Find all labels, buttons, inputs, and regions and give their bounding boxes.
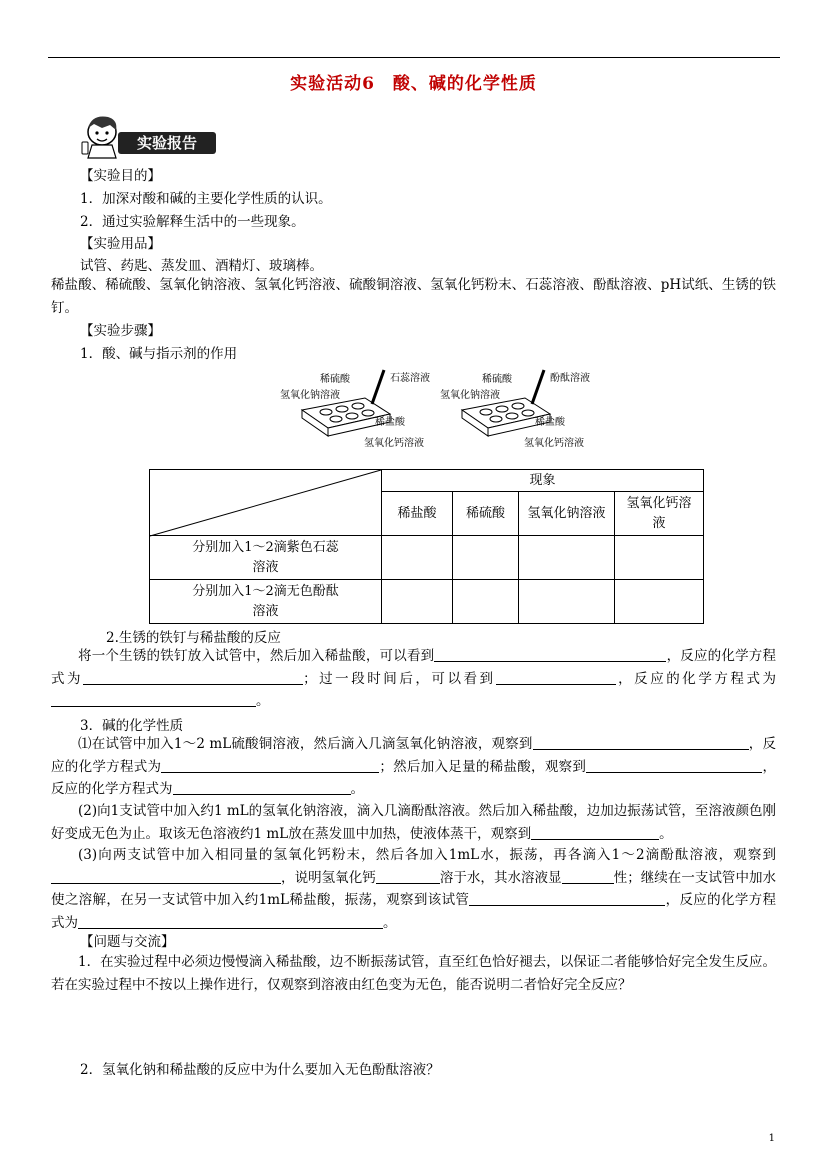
materials-heading: 【实验用品】	[80, 236, 161, 252]
svg-text:稀盐酸: 稀盐酸	[375, 417, 405, 428]
table-cell	[453, 536, 519, 580]
svg-text:稀硫酸: 稀硫酸	[320, 374, 350, 385]
discussion-heading: 【问题与交流】	[80, 934, 175, 950]
table-cell	[615, 580, 704, 624]
discussion-question-1: 1．在实验过程中必须边慢慢滴入稀盐酸，边不断振荡试管，直至红色恰好褪去，以保证二者能够恰好完全发生反应。若在实验过程中不按以上操作进行，仅观察到溶液由红色变为无色，能否说明二者恰好完全反应？	[51, 954, 776, 993]
table-row	[150, 580, 704, 624]
answer-blank[interactable]	[469, 891, 665, 906]
step-3-part-2: (2)向1支试管中加入约1 mL的氢氧化钠溶液，滴入几滴酚酞溶液。然后加入稀盐酸，边加边振荡试管，至溶液颜色刚好变成无色为止。取该无色溶液约1 mL放在蒸发皿中加热，使液体蒸干，观察到 。	[51, 803, 776, 842]
purpose-heading: 【实验目的】	[80, 168, 161, 184]
table-group-header: 现象	[382, 470, 704, 492]
svg-text:石蕊溶液: 石蕊溶液	[390, 373, 430, 384]
table-corner-cell	[150, 470, 382, 536]
answer-blank[interactable]	[533, 735, 749, 750]
answer-blank[interactable]	[161, 758, 379, 773]
answer-blank[interactable]	[586, 758, 762, 773]
table-column-header: 稀硫酸	[453, 492, 519, 536]
table-row-header: 分别加入1～2滴紫色石蕊溶液	[150, 536, 382, 580]
table-column-header: 氢氧化钙溶液	[615, 492, 704, 536]
step-1-title: 1．酸、碱与指示剂的作用	[80, 346, 238, 362]
table-cell	[519, 580, 615, 624]
table-cell	[382, 536, 453, 580]
step-2-paragraph: 将一个生锈的铁钉放入试管中，然后加入稀盐酸，可以看到 ，反应的化学方程式为 ；过一段时间后，可以看到 ，反应的化学方程式为。	[51, 648, 777, 709]
materials-equipment: 试管、药匙、蒸发皿、酒精灯、玻璃棒。	[80, 258, 323, 274]
purpose-item: 1．加深对酸和碱的主要化学性质的认识。	[80, 191, 332, 207]
table-row-header: 分别加入1～2滴无色酚酞溶液	[150, 580, 382, 624]
page-number: 1	[768, 1133, 775, 1144]
step-3-part-1: ⑴在试管中加入1～2 mL硫酸铜溶液，然后滴入几滴氢氧化钠溶液，观察到 ，反应的化学方程式为 ；然后加入足量的稀盐酸，观察到 ，反应的化学方程式为 。	[51, 736, 777, 797]
answer-blank[interactable]	[496, 670, 616, 685]
spot-plate-phenolphthalein-figure	[440, 368, 590, 463]
answer-blank[interactable]	[83, 670, 303, 685]
table-cell	[519, 536, 615, 580]
observation-table	[149, 469, 704, 624]
answer-blank[interactable]	[173, 780, 351, 795]
report-badge	[80, 112, 220, 160]
table-column-header: 稀盐酸	[382, 492, 453, 536]
svg-text:稀盐酸: 稀盐酸	[535, 417, 565, 428]
answer-blank[interactable]	[376, 869, 440, 884]
svg-text:氢氧化钙溶液: 氢氧化钙溶液	[524, 438, 584, 449]
answer-blank[interactable]	[51, 869, 281, 884]
header-rule	[48, 57, 780, 58]
answer-blank[interactable]	[562, 869, 614, 884]
svg-text:氢氧化钠溶液: 氢氧化钠溶液	[440, 390, 500, 401]
purpose-item: 2．通过实验解释生活中的一些现象。	[80, 214, 305, 230]
step-2-title: 2.生锈的铁钉与稀盐酸的反应	[106, 630, 281, 646]
answer-blank[interactable]	[531, 825, 659, 840]
answer-blank[interactable]	[434, 647, 666, 662]
answer-blank[interactable]	[51, 692, 256, 707]
svg-text:酚酞溶液: 酚酞溶液	[550, 373, 590, 384]
svg-text:氢氧化钠溶液: 氢氧化钠溶液	[280, 390, 340, 401]
table-cell	[615, 536, 704, 580]
table-row	[150, 536, 704, 580]
spot-plate-litmus-figure	[280, 368, 430, 463]
table-column-header: 氢氧化钠溶液	[519, 492, 615, 536]
answer-blank[interactable]	[78, 914, 383, 929]
materials-reagents: 稀盐酸、稀硫酸、氢氧化钠溶液、氢氧化钙溶液、硫酸铜溶液、氢氧化钙粉末、石蕊溶液、酚酞溶液、pH试纸、生锈的铁钉。	[51, 277, 776, 316]
table-diagonal	[150, 470, 381, 536]
report-badge-label: 实验报告	[136, 134, 198, 152]
table-cell	[453, 580, 519, 624]
step-3-title: 3．碱的化学性质	[80, 718, 184, 734]
steps-heading: 【实验步骤】	[80, 323, 161, 339]
svg-text:氢氧化钙溶液: 氢氧化钙溶液	[364, 438, 424, 449]
step-3-part-3: (3)向两支试管中加入相同量的氢氧化钙粉末，然后各加入1mL水，振荡，再各滴入1～2滴酚酞溶液，观察到，说明氢氧化钙 溶于水，其水溶液显 性；继续在一支试管中加水使之溶解，在另一支试管中加入约1mL稀盐酸，振荡，观察到该试管 ，反应的化学方程式为 。	[51, 847, 777, 931]
discussion-question-2: 2．氢氧化钠和稀盐酸的反应中为什么要加入无色酚酞溶液？	[80, 1062, 440, 1078]
cartoon-boy-icon	[82, 116, 116, 158]
table-cell	[382, 580, 453, 624]
svg-text:稀硫酸: 稀硫酸	[482, 374, 512, 385]
page-title: 实验活动6 酸、碱的化学性质	[290, 74, 537, 94]
